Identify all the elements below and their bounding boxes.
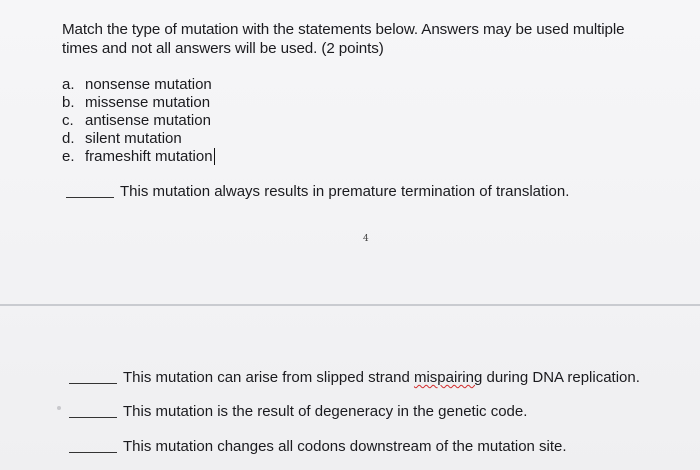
statement-3 [69, 403, 527, 421]
statement-text: This mutation can arise from slipped strand mispairing during DNA replication. [123, 369, 640, 386]
option-b [62, 94, 215, 112]
option-text: missense mutation [85, 94, 211, 111]
answer-blank[interactable] [69, 452, 117, 453]
option-text: frameshift mutation [85, 148, 213, 165]
statement-4 [69, 438, 567, 456]
answer-blank[interactable] [66, 197, 114, 198]
page-number: 4 [363, 234, 369, 244]
statement-text: This mutation always results in premature termination of translation. [120, 183, 570, 200]
question-prompt: Match the type of mutation with the statements below. Answers may be used multiple times and not all answers will be used. (2 points) [62, 21, 625, 57]
statement-text: This mutation changes all codons downstream of the mutation site. [123, 438, 567, 455]
answer-options-list [62, 76, 215, 166]
option-letter: c. [62, 112, 74, 129]
option-d [62, 130, 215, 148]
misspelled-word: mispairing [413, 369, 483, 386]
option-letter: a. [62, 76, 75, 93]
statement-1 [66, 183, 569, 201]
option-text: silent mutation [85, 130, 182, 147]
option-text: antisense mutation [85, 112, 211, 129]
option-letter: b. [62, 94, 75, 111]
answer-blank[interactable] [69, 417, 117, 418]
option-text: nonsense mutation [85, 76, 212, 93]
answer-blank[interactable] [69, 383, 117, 384]
option-letter: e. [62, 148, 75, 165]
page-divider [0, 304, 700, 306]
option-c [62, 112, 215, 130]
option-e [62, 148, 215, 166]
statement-text: This mutation is the result of degeneracy in the genetic code. [123, 403, 528, 420]
stray-mark [57, 406, 61, 410]
option-letter: d. [62, 130, 75, 147]
text-cursor [214, 148, 215, 165]
option-a [62, 76, 215, 94]
statement-2 [69, 369, 640, 387]
